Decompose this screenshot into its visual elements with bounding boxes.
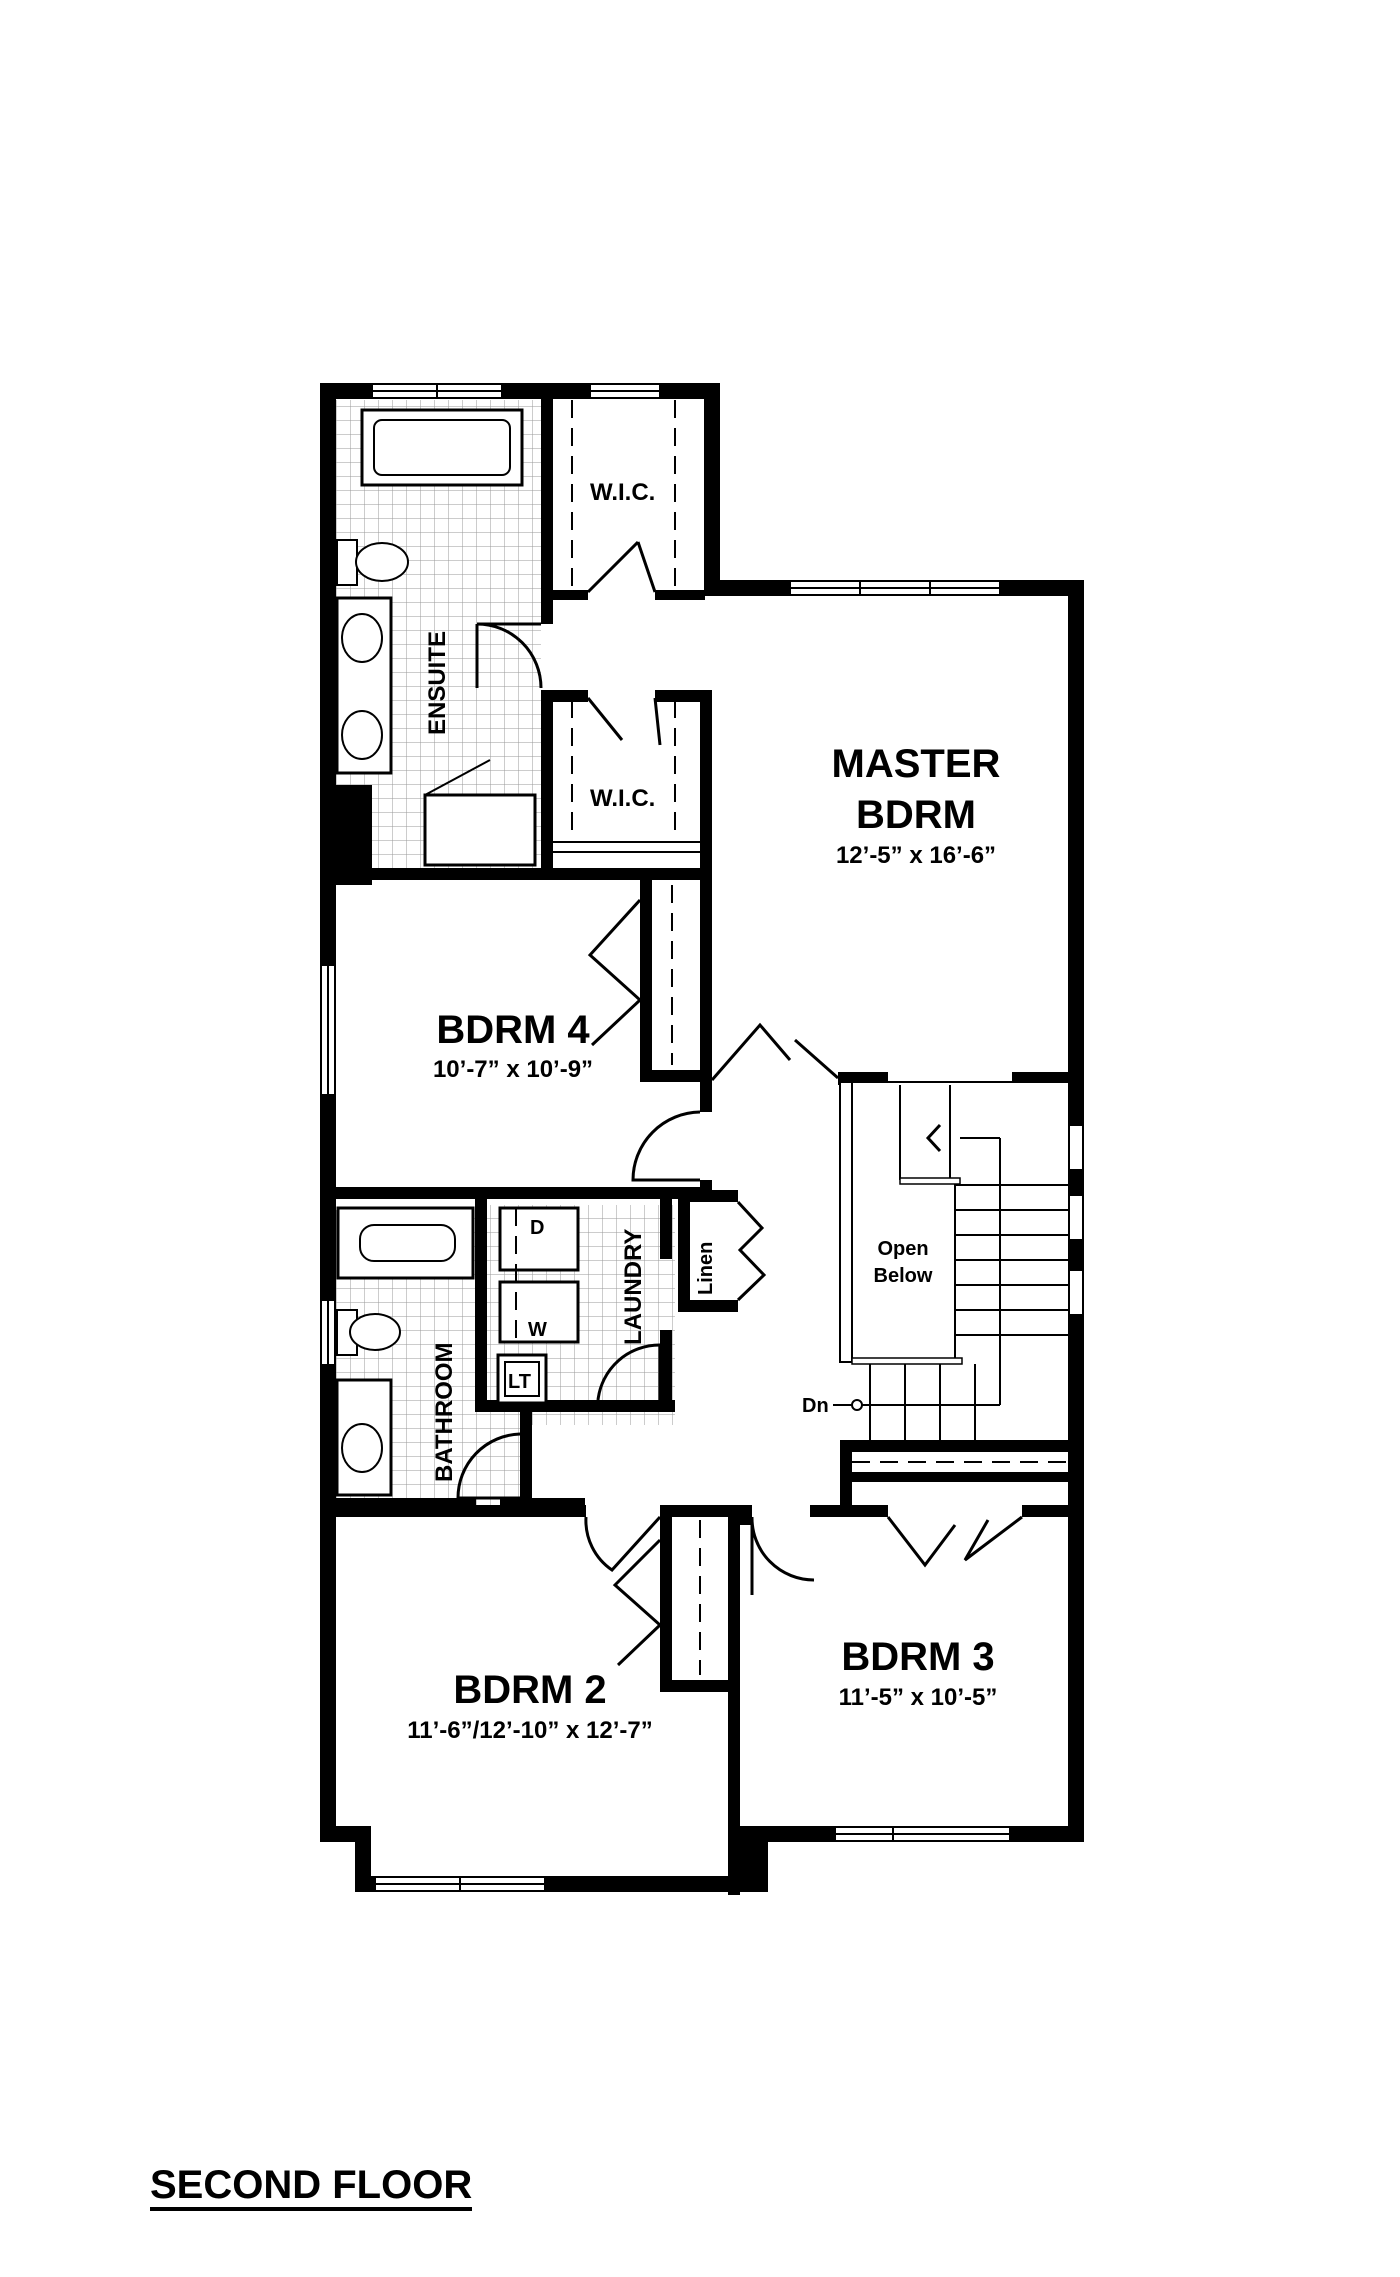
bdrm3-dimensions: 11’-5” x 10’-5” [838,1684,998,1711]
stair-open-below [840,1082,1068,1364]
floor-title: SECOND FLOOR [150,2163,473,2207]
floor-title-underline [150,2207,472,2211]
bathroom-bathtub [338,1208,473,1278]
wic-upper-door[interactable] [588,542,655,592]
wic-lower-label: W.I.C. [590,785,656,812]
bdrm4-name: BDRM 4 [436,1008,590,1052]
ensuite-label: ENSUITE [424,630,451,735]
bdrm4-dimensions: 10’-7” x 10’-9” [432,1056,594,1083]
ensuite-vanity [337,598,391,773]
bdrm3-door[interactable] [752,1517,814,1580]
bdrm4-closet-doors[interactable] [590,900,640,1045]
washer [500,1282,578,1342]
linen-doors[interactable] [738,1202,764,1300]
dryer-label: D [530,1217,545,1239]
linen-label: Linen [695,1241,717,1295]
open-below-line1: Open [877,1238,929,1260]
dryer [500,1208,578,1270]
ensuite-bathtub [362,410,522,485]
bdrm2-door[interactable] [586,1517,660,1570]
bdrm3-name: BDRM 3 [841,1635,995,1679]
master-door[interactable] [712,1025,838,1080]
wic-lower-door[interactable] [588,698,660,745]
master-bdrm-name-line2: BDRM [856,793,976,837]
bathroom-label: BATHROOM [431,1342,458,1482]
bdrm3-closet-doors[interactable] [888,1517,1022,1565]
laundry-tub [498,1355,546,1403]
laundry-label: LAUNDRY [620,1228,647,1345]
washer-label: W [528,1319,547,1341]
wic-upper-label: W.I.C. [590,479,656,506]
open-below-line2: Below [873,1265,933,1287]
laundry-tub-label: LT [508,1371,531,1393]
bdrm2-name: BDRM 2 [453,1668,607,1712]
bathroom-vanity [337,1380,391,1495]
ensuite-toilet [337,540,408,585]
bdrm2-dimensions: 11’-6”/12’-10” x 12’-7” [407,1717,653,1744]
master-bdrm-name-line1: MASTER [831,742,1001,786]
master-bdrm-dimensions: 12’-5” x 16’-6” [835,842,997,869]
stairs-down-label: Dn [802,1395,829,1417]
bdrm4-door[interactable] [633,1112,700,1180]
